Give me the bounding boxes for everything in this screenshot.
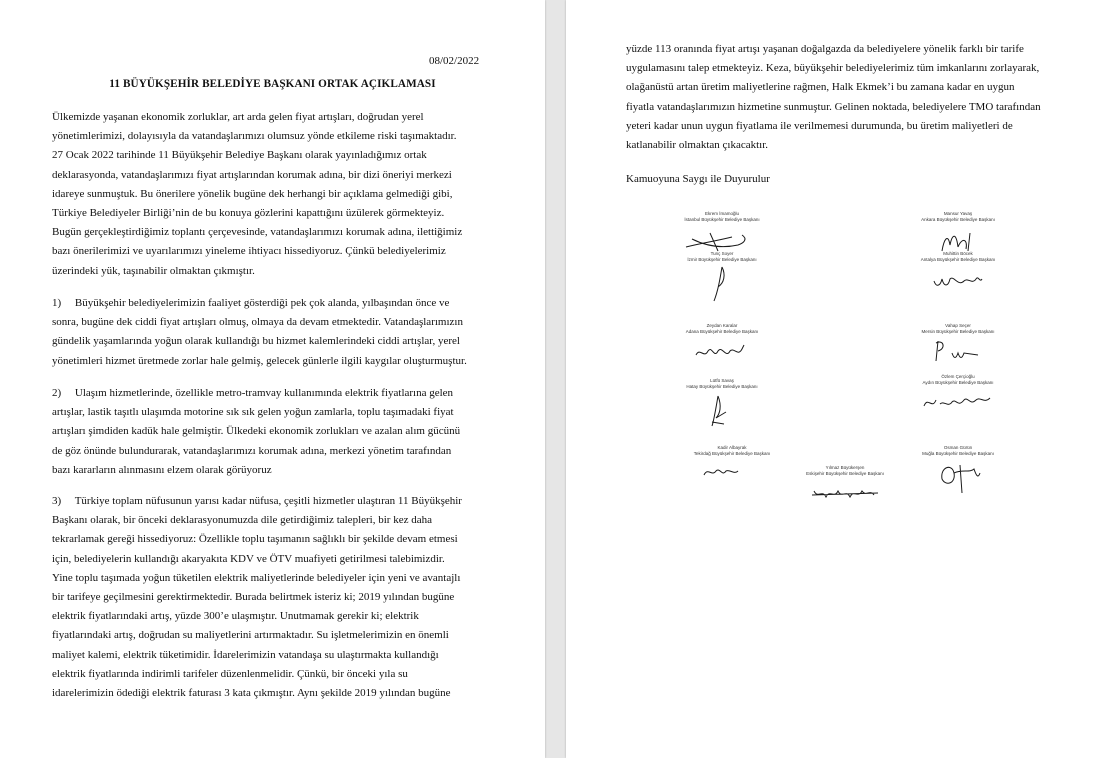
text-line: 2) Ulaşım hizmetlerinde, özellikle metro-tramvay kullanımında elektrik fiyatlarına gelen xyxy=(52,387,454,399)
signatory-title: Ankara Büyükşehir Belediye Başkanı xyxy=(921,217,995,222)
signatory-title: Eskişehir Büyükşehir Belediye Başkanı xyxy=(806,471,884,476)
text-line: bazı kararların alınmasını elzem olarak görüyoruz xyxy=(52,463,272,476)
text-line: artışlar, lastik taşıtlı ulaşımda motorine sık sık gelen yoğun zamlarla, toplu taşımadaki fiyat xyxy=(52,406,454,419)
signature-block xyxy=(682,251,762,303)
text-line: gündelik yaşamlarında yoğun olarak kullandığı bu hizmet kalemlerindeki ciddi artışlar, yerel xyxy=(52,335,460,348)
signatory-name: Kadir Albayrak xyxy=(717,445,747,450)
signatory-name: Lütfü Savaş xyxy=(710,378,734,383)
signatory-title: Hatay Büyükşehir Belediye Başkanı xyxy=(686,384,758,389)
text-line: Ülkemizde yaşanan ekonomik zorluklar, art arda gelen fiyat artışları, doğrudan yerel xyxy=(52,111,424,123)
text-line: Başkanı olarak, bir önceki deklarasyonumuzda dile getirdiğimiz talepleri, bir kez daha xyxy=(52,514,432,527)
text-line: Bugün gerçekleştirdiğimiz toplantı çerçevesinde, vatandaşlarımızı korumak adına, ilettiğimiz xyxy=(52,226,463,239)
signatory-name: Osman Gürün xyxy=(943,445,973,450)
signatory-name: Ekrem İmamoğlu xyxy=(704,211,739,216)
handwritten-signature xyxy=(918,337,998,363)
signature-block xyxy=(918,211,998,255)
text-line: katlanabilir olmaktan çıkacaktır. xyxy=(626,139,769,152)
text-line: maliyet kalemi, elektrik tüketimidir. İdarelerimizin vatandaşa su ulaştırmakta kullandığı xyxy=(52,648,439,661)
document-page-1 xyxy=(0,0,545,758)
document-date: 08/02/2022 xyxy=(429,55,480,67)
signatory-title: İstanbul Büyükşehir Belediye Başkanı xyxy=(684,217,760,222)
signatory-title: Adana Büyükşehir Belediye Başkanı xyxy=(685,329,759,334)
text-line: bir tarifeye geçilmesini gerektirmektedir. Burada belirtmek isteriz ki; 2019 yılından bugüne xyxy=(52,591,455,604)
text-line: yüzde 113 oranında fiyat artışı yaşanan doğalgazda da belediyelere yönelik farklı bir tarife xyxy=(626,43,1024,55)
signatory-title: Mersin Büyükşehir Belediye Başkanı xyxy=(921,329,995,334)
text-line: yönetimleri hizmet üretmede zorlar hale gelmiş, gelecek günlerle ilgili kaygılar oluşturmuştur. xyxy=(52,354,467,367)
text-line: tekrarlamak gereği hissediyoruz: Özellikle toplu taşımanın sağlıklı bir şekilde devam etmesi xyxy=(52,533,458,546)
signatory-title: İzmir Büyükşehir Belediye Başkanı xyxy=(687,257,757,262)
signatory-name: Vahap Seçer xyxy=(945,323,971,328)
text-line: deklarasyonda, vatandaşlarımızı fiyat artışlarından korumak adına, bir dizi öneriyi merkezi xyxy=(52,168,452,181)
handwritten-signature xyxy=(918,265,998,291)
document-title: 11 BÜYÜKŞEHİR BELEDİYE BAŞKANI ORTAK AÇIKLAMASI xyxy=(109,78,436,90)
handwritten-signature xyxy=(918,459,998,495)
text-line: idareye sunmuştuk. Bu önerilere yönelik bugüne dek herhangi bir açıklama gelmediği gibi, xyxy=(52,187,453,200)
text-line: 27 Ocak 2022 tarihinde 11 Büyükşehir Belediye Başkanı olarak yayınladığımız ortak xyxy=(52,149,427,162)
handwritten-signature xyxy=(918,388,998,412)
text-line: yönetimlerimizi, dolayısıyla da vatandaşlarımızı olumsuz yönde etkileme riski taşımaktadır. xyxy=(52,130,457,143)
signature-block xyxy=(692,445,772,481)
signature-block xyxy=(918,323,998,363)
text-line: idarelerimizin ödediği elektrik faturası 3 kata çıkmıştır. Aynı şekilde 2019 yılından bugüne xyxy=(52,687,451,700)
page-gap xyxy=(545,0,566,758)
item-3-paragraph xyxy=(52,492,492,703)
handwritten-signature xyxy=(800,479,890,501)
signature-block xyxy=(682,211,762,253)
continuation-paragraph xyxy=(626,40,1056,155)
signatory-name: Mansur Yavaş xyxy=(943,211,973,216)
handwritten-signature xyxy=(692,459,772,481)
item-1-paragraph xyxy=(52,294,492,371)
text-line: üzerindeki yük, taşınabilir olmaktan çıkmıştır. xyxy=(52,264,255,277)
signatory-title: Antalya Büyükşehir Belediye Başkanı xyxy=(920,257,996,262)
text-line: için, belediyelerin kullandığı akaryakıta KDV ve ÖTV muafiyeti getirilmesi talebimizdir. xyxy=(52,552,445,565)
closing-line: Kamuoyuna Saygı ile Duyurulur xyxy=(626,173,770,185)
signature-block xyxy=(682,378,762,428)
text-line: sonra, bugüne dek ciddi fiyat artışları olmuş, olmaya da devam etmektedir. Vatandaşlarımızın xyxy=(52,316,463,329)
item-2-paragraph xyxy=(52,384,492,480)
signatory-name: Zeydan Karalar xyxy=(706,323,738,328)
signatory-name: Özlem Çerçioğlu xyxy=(941,374,975,379)
signatory-title: Aydın Büyükşehir Belediye Başkanı xyxy=(922,380,994,385)
signature-block xyxy=(682,323,762,361)
signatory-name: Muhittin Böcek xyxy=(943,251,973,256)
text-line: olağanüstü artan üretim maliyetlerine rağmen, Halk Ekmek’i bu zamana kadar en uygun xyxy=(626,81,1015,94)
signature-block xyxy=(918,374,998,412)
text-line: de göz önünde bulundurarak, vatandaşlarımızı korumak adına, merkezi yönetim tarafından xyxy=(52,444,452,457)
handwritten-signature xyxy=(682,392,762,428)
text-line: 3) Türkiye toplam nüfusunun yarısı kadar nüfusa, çeşitli hizmetler ulaştıran 11 Büyükşehir xyxy=(52,495,462,507)
text-line: 1) Büyükşehir belediyelerimizin faaliyet gösterdiği pek çok alanda, yılbaşından önce ve xyxy=(52,297,450,309)
text-line: bazı önerilerimizi ve uyarılarımızı yineleme ihtiyacı hissediyoruz. Çünkü belediyelerimiz xyxy=(52,245,446,258)
signature-block xyxy=(918,445,998,495)
text-line: Türkiye Belediyeler Birliği’nin de bu konuya gözlerini kapattığını üzülerek görmekteyiz. xyxy=(52,207,445,220)
text-line: artışları şimdiden kadük hale gelmiştir. Ülkedeki ekonomik zorlukları ve azalan alım gücünü xyxy=(52,425,461,438)
signatory-name: Yılmaz Büyükerşen xyxy=(825,465,865,470)
handwritten-signature xyxy=(682,225,762,253)
text-line: uygulamasını talep etmekteyiz. Keza, büyükşehir belediyelerimiz tüm imkanlarını zorlayarak, xyxy=(626,62,1040,75)
text-line: Yine toplu taşımada yoğun tüketilen elektrik maliyetlerinde belediyeler için yeni ve avantajlı xyxy=(52,571,461,584)
text-line: elektrik fiyatlarındaki artış, yüzde 300’e ulaşmıştır. Unutmamak gerekir ki; elektrik xyxy=(52,610,419,623)
handwritten-signature xyxy=(682,337,762,361)
signatory-title: Tekirdağ Büyükşehir Belediye Başkanı xyxy=(693,451,771,456)
text-line: fiyatlarındaki artış, doğrudan su maliyetlerini artırmaktadır. Su işletmelerimizin en önemli xyxy=(52,629,449,642)
text-line: yeteri kadar unun uygun fiyatlama ile verilmemesi durumunda, bu üretim maliyetleri de xyxy=(626,119,1013,132)
signature-block xyxy=(800,465,890,501)
text-line: fiyatla vatandaşlarımızın hizmetine sunmuştur. Gelinen noktada, belediyelere TMO tarafından xyxy=(626,100,1041,113)
text-line: elektrik fiyatlarında indirimli tarifeler düzenlenmelidir. Çünkü, bir önceki yıla su xyxy=(52,667,408,680)
signatory-title: Muğla Büyükşehir Belediye Başkanı xyxy=(922,451,994,456)
handwritten-signature xyxy=(682,265,762,303)
signature-block xyxy=(918,251,998,291)
intro-paragraph xyxy=(52,108,492,281)
signatory-name: Tunç Soyer xyxy=(710,251,734,256)
